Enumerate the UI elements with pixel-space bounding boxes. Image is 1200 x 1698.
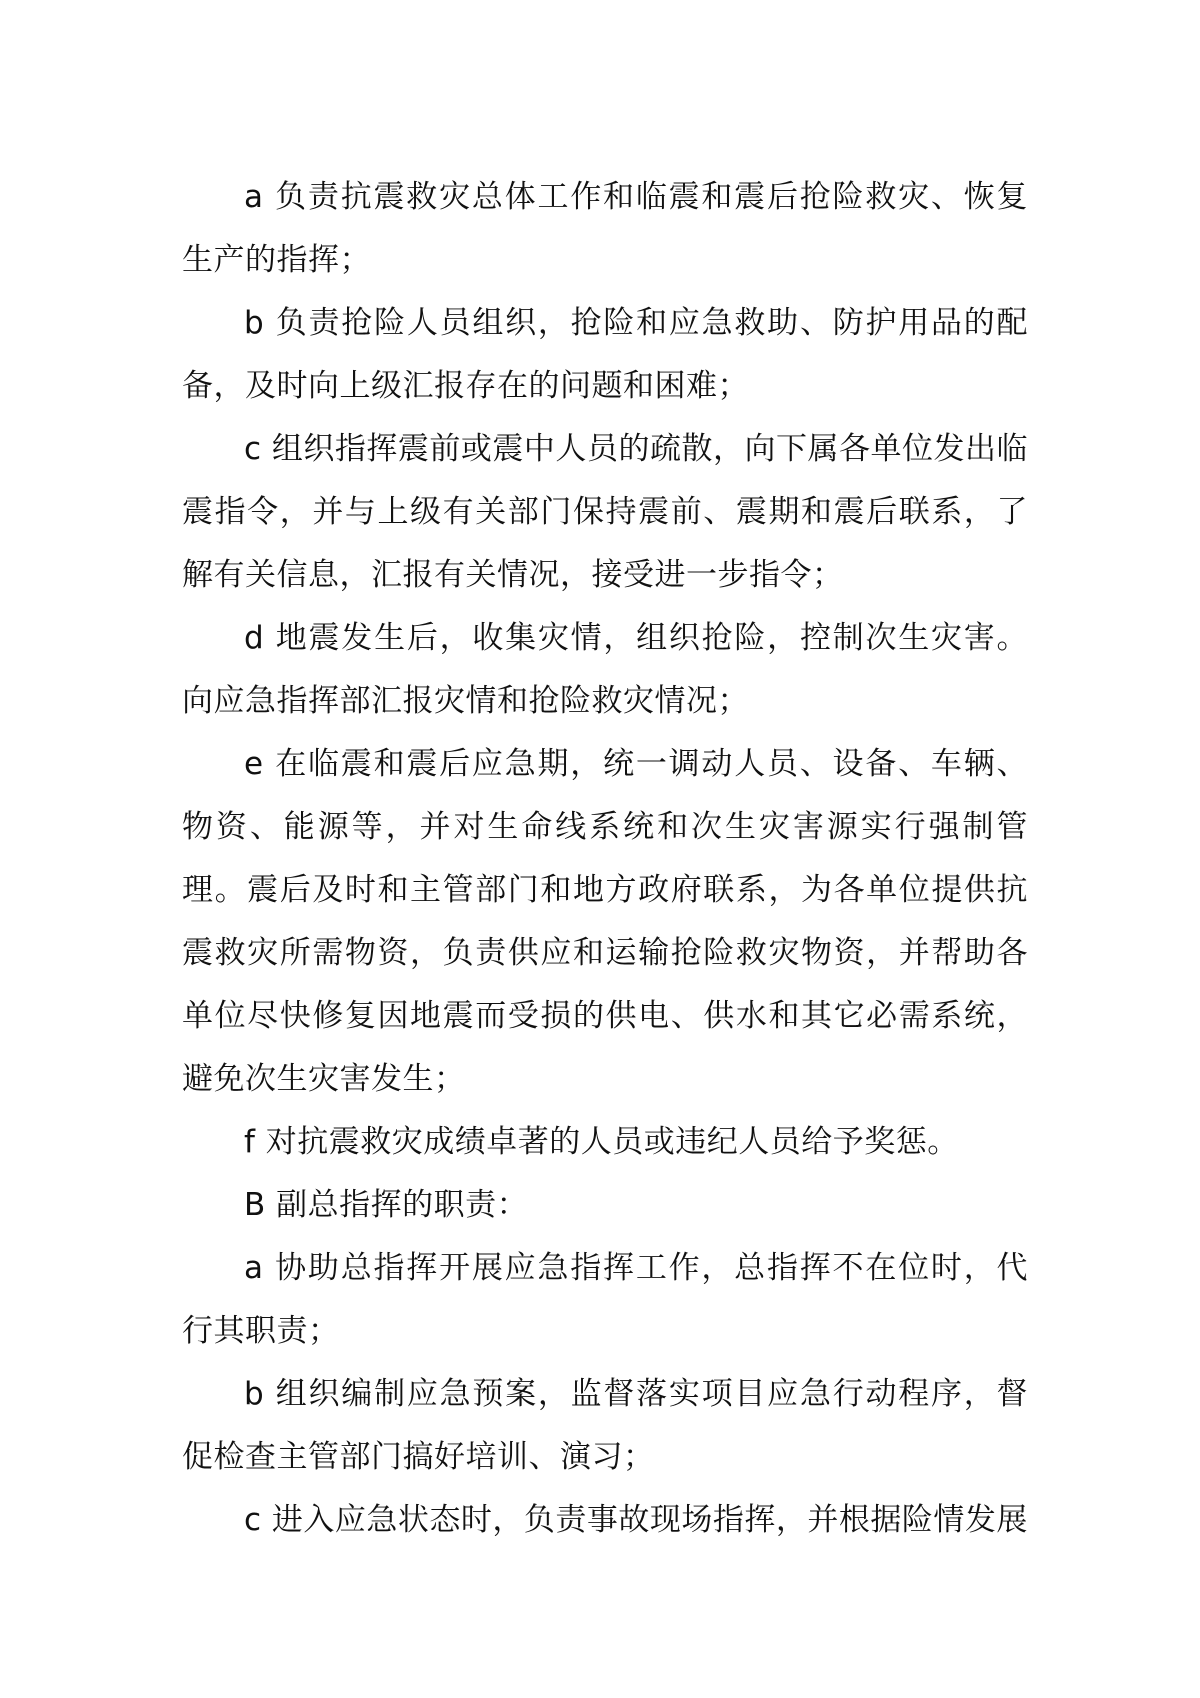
paragraph-duty-c: c 组织指挥震前或震中人员的疏散，向下属各单位发出临震指令，并与上级有关部门保持震前、震期和震后联系，了解有关信息，汇报有关情况，接受进一步指令； bbox=[182, 431, 1028, 593]
document-body bbox=[182, 166, 1028, 1552]
paragraph-duty-f: f 对抗震救灾成绩卓著的人员或违纪人员给予奖惩。 bbox=[244, 1124, 959, 1160]
section-heading-deputy-commander: B 副总指挥的职责： bbox=[244, 1187, 529, 1223]
paragraph-deputy-duty-b: b 组织编制应急预案，监督落实项目应急行动程序，督促检查主管部门搞好培训、演习； bbox=[182, 1376, 1028, 1475]
paragraph-duty-e: e 在临震和震后应急期，统一调动人员、设备、车辆、物资、能源等，并对生命线系统和次生灾害源实行强制管理。震后及时和主管部门和地方政府联系，为各单位提供抗震救灾所需物资，负责供应和运输抢险救灾物资，并帮助各单位尽快修复因地震而受损的供电、供水和其它必需系统，避免次生灾害发生； bbox=[182, 746, 1028, 1097]
paragraph-deputy-duty-a: a 协助总指挥开展应急指挥工作，总指挥不在位时，代行其职责； bbox=[182, 1250, 1028, 1349]
paragraph-duty-a: a 负责抗震救灾总体工作和临震和震后抢险救灾、恢复生产的指挥； bbox=[182, 179, 1028, 278]
paragraph-duty-b: b 负责抢险人员组织，抢险和应急救助、防护用品的配备，及时向上级汇报存在的问题和困难； bbox=[182, 305, 1028, 404]
paragraph-deputy-duty-c: c 进入应急状态时，负责事故现场指挥，并根据险情发展 bbox=[244, 1502, 1028, 1538]
paragraph-duty-d: d 地震发生后，收集灾情，组织抢险，控制次生灾害。向应急指挥部汇报灾情和抢险救灾情况； bbox=[182, 620, 1028, 719]
